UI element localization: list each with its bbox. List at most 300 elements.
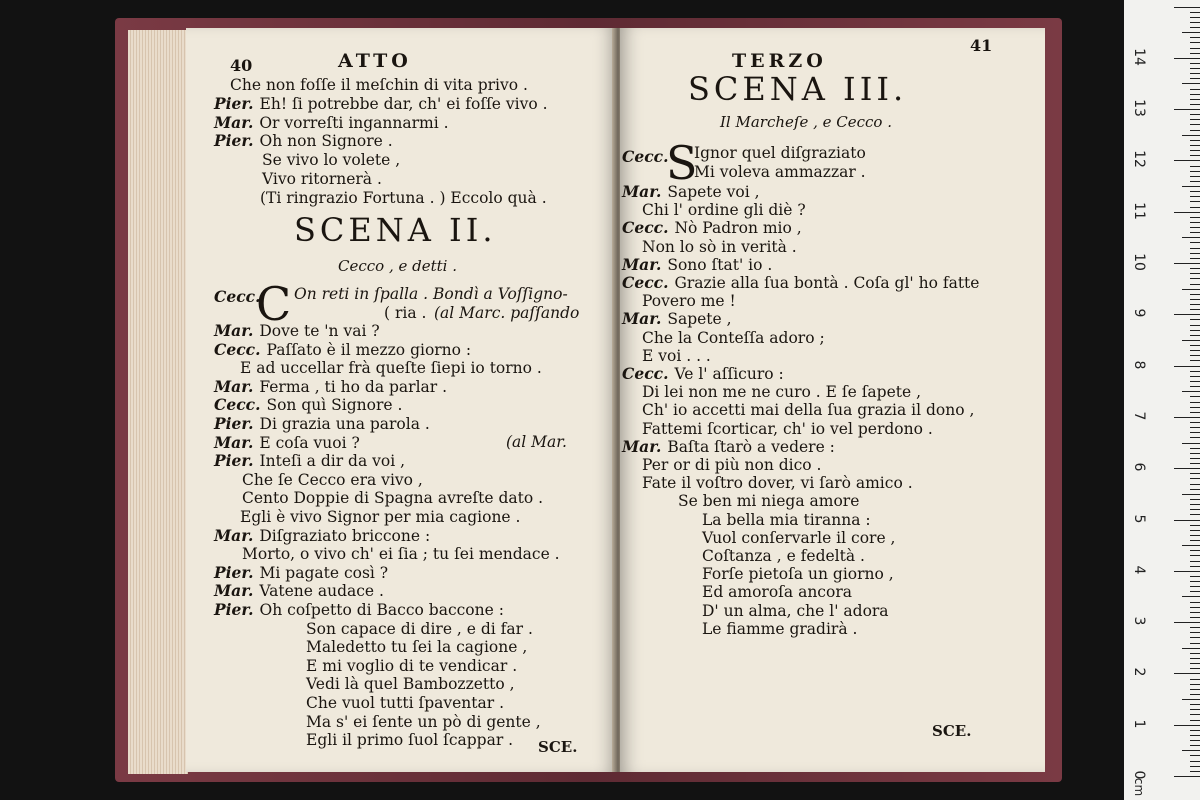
- line-text: Fate il voſtro dover, vi ſarò amico .: [642, 474, 913, 493]
- page-number: 41: [970, 36, 993, 55]
- text-line: [242, 489, 543, 507]
- speaker-label: Mar.: [622, 182, 662, 201]
- first-line-cont: ( ria .: [384, 304, 427, 322]
- scene-characters: Cecco , e detti .: [338, 257, 458, 275]
- ruler-tick: [1190, 499, 1200, 500]
- ruler-tick: [1190, 735, 1200, 736]
- ruler-tick: [1190, 412, 1200, 413]
- speaker-label: Cecc.: [214, 395, 261, 415]
- ruler-tick: [1190, 376, 1200, 377]
- ruler-tick: [1190, 591, 1200, 592]
- line-text: Son capace di dire , e di far .: [306, 619, 533, 638]
- ruler-tick: [1190, 68, 1200, 69]
- first-speaker: Cecc.: [622, 147, 669, 166]
- ruler-tick: [1190, 561, 1200, 562]
- ruler-number: 14: [1131, 47, 1147, 66]
- text-line: [214, 95, 548, 113]
- text-line: [214, 396, 402, 414]
- ruler-tick: [1190, 166, 1200, 167]
- ruler-tick: [1190, 643, 1200, 644]
- ruler-tick: [1190, 104, 1200, 105]
- line-text: Forſe pietoſa un giorno ,: [702, 565, 894, 584]
- ruler-tick: [1174, 160, 1200, 161]
- ruler-tick: [1190, 227, 1200, 228]
- text-line: [702, 511, 871, 529]
- speaker-label: Mar.: [214, 376, 254, 396]
- line-text: (Ti ringrazio Fortuna . ) Eccolo quà .: [260, 188, 547, 207]
- running-head: ATTO: [338, 50, 412, 72]
- ruler-tick: [1190, 602, 1200, 603]
- line-text: Nò Padron mio ,: [674, 219, 802, 238]
- ruler-tick: [1190, 581, 1200, 582]
- ruler-number: 6: [1131, 462, 1147, 472]
- line-text: Cento Doppie di Spagna avreſte dato .: [242, 489, 544, 508]
- text-line: [306, 657, 517, 675]
- speaker-label: Mar.: [214, 581, 254, 601]
- speaker-label: Cecc.: [214, 339, 261, 359]
- ruler-tick: [1190, 453, 1200, 454]
- ruler-tick: [1190, 740, 1200, 741]
- line-text: Se vivo lo volete ,: [262, 151, 401, 170]
- line-text: Che la Conteſſa adoro ;: [642, 328, 825, 347]
- ruler-tick: [1182, 443, 1200, 444]
- ruler-tick: [1174, 673, 1200, 674]
- text-line: [642, 292, 736, 310]
- text-line: [240, 359, 542, 377]
- line-text: Dove te 'n vai ?: [259, 322, 380, 340]
- text-line: [702, 565, 894, 583]
- line-text: Di grazia una parola .: [259, 415, 430, 433]
- line-text: Grazie alla ſua bontà . Coſa gl' ho fatte: [674, 274, 980, 292]
- ruler-tick: [1174, 212, 1200, 213]
- first-speaker: Cecc.: [214, 287, 261, 306]
- line-text: D' un alma, che l' adora: [702, 601, 889, 620]
- text-line: [242, 545, 560, 563]
- speaker-label: Pier.: [214, 451, 254, 471]
- stage-direction: (al Mar.: [506, 433, 567, 451]
- text-line: [642, 329, 825, 347]
- ruler-tick: [1190, 745, 1200, 746]
- ruler-tick: [1190, 489, 1200, 490]
- text-line: [214, 341, 471, 359]
- ruler-tick: [1182, 545, 1200, 546]
- ruler-tick: [1174, 366, 1200, 367]
- ruler-tick: [1190, 130, 1200, 131]
- line-text: Vuol conſervarle il core ,: [702, 528, 896, 547]
- ruler-tick: [1190, 627, 1200, 628]
- ruler-tick: [1190, 473, 1200, 474]
- ruler-tick: [1190, 514, 1200, 515]
- ruler-tick: [1190, 402, 1200, 403]
- ruler-tick: [1174, 58, 1200, 59]
- ruler-tick: [1174, 314, 1200, 315]
- ruler-tick: [1190, 396, 1200, 397]
- ruler-tick: [1190, 586, 1200, 587]
- line-text: Vedi là quel Bambozzetto ,: [306, 675, 515, 694]
- line-text: Eh! ſi potrebbe dar, ch' ei foſſe vivo .: [259, 94, 548, 113]
- ruler-tick: [1190, 253, 1200, 254]
- ruler-tick: [1190, 268, 1200, 269]
- ruler-tick: [1190, 330, 1200, 331]
- line-text: Che ſe Cecco era vivo ,: [242, 470, 423, 489]
- ruler-tick: [1190, 242, 1200, 243]
- speaker-label: Mar.: [214, 112, 254, 132]
- ruler-number: 1: [1131, 719, 1147, 729]
- ruler-tick: [1190, 709, 1200, 710]
- ruler-tick: [1190, 730, 1200, 731]
- ruler-tick: [1174, 468, 1200, 469]
- line-text: Diſgraziato briccone :: [259, 526, 431, 545]
- ruler-tick: [1190, 232, 1200, 233]
- line-text: Ferma , ti ho da parlar .: [259, 377, 448, 396]
- text-line: [230, 76, 528, 94]
- first-line: On reti in ſpalla . Bondì a Voſſigno-: [294, 285, 568, 303]
- line-text: Che vuol tutti ſpaventar .: [306, 694, 504, 712]
- ruler-tick: [1190, 432, 1200, 433]
- ruler-tick: [1190, 196, 1200, 197]
- line-text: Son quì Signore .: [266, 396, 403, 415]
- text-line: [306, 694, 504, 712]
- line-text: Le fiamme gradirà .: [702, 619, 858, 638]
- ruler-tick: [1182, 237, 1200, 238]
- ruler-tick: [1190, 217, 1200, 218]
- line-text: Non lo sò in verità .: [642, 237, 797, 256]
- line-text: Fattemi ſcorticar, ch' io vel perdono .: [642, 419, 933, 438]
- ruler-tick: [1190, 48, 1200, 49]
- page-number: 40: [230, 56, 253, 75]
- ruler-tick: [1190, 530, 1200, 531]
- ruler-tick: [1190, 437, 1200, 438]
- ruler-tick: [1190, 381, 1200, 382]
- line-text: Or vorreſti ingannarmi .: [259, 113, 449, 132]
- speaker-label: Cecc.: [622, 364, 669, 383]
- speaker-label: Mar.: [214, 321, 254, 340]
- line-text: Se ben mi niega amore: [678, 492, 860, 511]
- ruler-tick: [1190, 668, 1200, 669]
- text-line: [306, 731, 513, 749]
- ruler-tick: [1182, 135, 1200, 136]
- line-text: E voi . . .: [642, 346, 711, 365]
- line-text: Mi pagate così ?: [259, 563, 389, 582]
- ruler-number: 5: [1131, 514, 1147, 523]
- ruler-tick: [1190, 463, 1200, 464]
- line-text: Sono ſtat' io .: [667, 255, 773, 274]
- line-text: Chi l' ordine gli diè ?: [642, 201, 806, 220]
- speaker-label: Mar.: [622, 309, 662, 329]
- stage-direction: (al Marc. paſſando: [434, 304, 580, 322]
- ruler-tick: [1174, 7, 1200, 8]
- line-text: Morto, o vivo ch' ei ſia ; tu ſei mendace .: [242, 545, 560, 564]
- ruler-tick: [1190, 258, 1200, 259]
- ruler-number: 3: [1131, 616, 1147, 626]
- ruler-tick: [1190, 325, 1200, 326]
- ruler-tick: [1190, 755, 1200, 756]
- text-line: [642, 383, 921, 401]
- text-line: [306, 638, 527, 656]
- ruler-tick: [1190, 222, 1200, 223]
- scene-title: SCENA III.: [688, 70, 908, 108]
- ruler-tick: [1190, 176, 1200, 177]
- ruler-tick: [1190, 761, 1200, 762]
- ruler-tick: [1182, 596, 1200, 597]
- text-line: [642, 420, 933, 438]
- speaker-label: Pier.: [214, 600, 254, 619]
- left-page: [186, 28, 616, 772]
- ruler-number: 13: [1131, 99, 1147, 117]
- text-line: [214, 527, 430, 545]
- ruler-tick: [1190, 150, 1200, 151]
- line-text: Per or di più non dico .: [642, 456, 822, 474]
- text-line: [642, 401, 974, 419]
- ruler-tick: [1190, 299, 1200, 300]
- ruler-tick: [1174, 571, 1200, 572]
- line-text: La bella mia tiranna :: [702, 510, 871, 529]
- ruler-tick: [1190, 355, 1200, 356]
- ruler-tick: [1190, 22, 1200, 23]
- text-line: [702, 620, 857, 638]
- scene-characters: Il Marcheſe , e Cecco .: [720, 113, 893, 131]
- ruler-tick: [1190, 171, 1200, 172]
- ruler-tick: [1174, 622, 1200, 623]
- ruler-tick: [1190, 478, 1200, 479]
- ruler-tick: [1190, 304, 1200, 305]
- drop-cap: C: [256, 277, 292, 331]
- text-line: [622, 183, 760, 201]
- ruler-tick: [1190, 201, 1200, 202]
- ruler-tick: [1190, 371, 1200, 372]
- ruler-tick: [1190, 612, 1200, 613]
- ruler-tick: [1190, 525, 1200, 526]
- ruler-tick: [1174, 725, 1200, 726]
- line-text: Sapete voi ,: [667, 183, 760, 201]
- ruler-tick: [1182, 391, 1200, 392]
- ruler-tick: [1190, 720, 1200, 721]
- line-text: Baſta ſtarò a vedere :: [667, 437, 835, 456]
- line-text: Ve l' aſſicuro :: [674, 365, 784, 383]
- ruler-tick: [1190, 191, 1200, 192]
- ruler-tick: [1190, 63, 1200, 64]
- text-line: [622, 219, 802, 237]
- line-text: Ch' io accetti mai della ſua grazia il dono ,: [642, 401, 975, 420]
- line-text: Egli il primo ſuol ſcappar .: [306, 731, 514, 750]
- ruler-tick: [1190, 360, 1200, 361]
- ruler-tick: [1190, 335, 1200, 336]
- ruler-tick: [1190, 617, 1200, 618]
- line-text: Oh non Signore .: [259, 132, 393, 151]
- ruler-tick: [1190, 350, 1200, 351]
- ruler-tick: [1182, 648, 1200, 649]
- ruler-tick: [1182, 699, 1200, 700]
- line-text: E mi voglio di te vendicar .: [306, 656, 518, 675]
- text-line: [260, 189, 547, 207]
- ruler-tick: [1190, 766, 1200, 767]
- ruler-tick: [1190, 566, 1200, 567]
- ruler-number: 0: [1131, 770, 1147, 780]
- text-line: [214, 378, 447, 396]
- ruler-tick: [1190, 140, 1200, 141]
- ruler-tick: [1190, 319, 1200, 320]
- line-text: Sapete ,: [667, 310, 732, 329]
- line-text: Ma s' ei ſente un pò di gente ,: [306, 712, 541, 731]
- ruler-number: 4: [1131, 565, 1147, 575]
- ruler-tick: [1190, 550, 1200, 551]
- first-line: Ignor quel diſgraziato: [694, 144, 866, 162]
- text-line: [622, 256, 772, 274]
- running-head: TERZO: [732, 50, 827, 72]
- ruler-tick: [1190, 504, 1200, 505]
- ruler-unit: cm: [1132, 777, 1147, 797]
- ruler-number: 10: [1131, 253, 1147, 271]
- ruler-tick: [1190, 509, 1200, 510]
- ruler-tick: [1190, 345, 1200, 346]
- ruler-tick: [1190, 89, 1200, 90]
- text-line: [306, 713, 541, 731]
- ruler-tick: [1182, 289, 1200, 290]
- speaker-label: Pier.: [214, 131, 254, 151]
- measuring-ruler: [1124, 0, 1200, 800]
- line-text: Inteſi a dir da voi ,: [259, 452, 406, 471]
- line-text: Oh coſpetto di Bacco baccone :: [259, 601, 504, 619]
- ruler-number: 12: [1131, 150, 1147, 169]
- ruler-tick: [1190, 684, 1200, 685]
- ruler-tick: [1190, 714, 1200, 715]
- ruler-tick: [1190, 658, 1200, 659]
- line-text: Che non foſſe il meſchin di vita privo .: [230, 76, 528, 94]
- ruler-tick: [1190, 407, 1200, 408]
- text-line: [214, 434, 360, 452]
- ruler-tick: [1190, 294, 1200, 295]
- ruler-tick: [1190, 78, 1200, 79]
- line-text: E ad uccellar frà queſte ſiepi io torno .: [240, 359, 542, 378]
- text-line: [306, 620, 533, 638]
- line-text: Vatene audace .: [259, 582, 384, 601]
- text-line: [702, 583, 852, 601]
- text-line: [214, 452, 405, 470]
- text-line: [214, 582, 384, 600]
- ruler-number: 11: [1131, 201, 1147, 220]
- ruler-tick: [1190, 17, 1200, 18]
- catchword: SCE.: [932, 722, 972, 740]
- ruler-tick: [1182, 494, 1200, 495]
- text-line: [702, 529, 895, 547]
- ruler-tick: [1190, 535, 1200, 536]
- ruler-tick: [1190, 99, 1200, 100]
- ruler-tick: [1190, 448, 1200, 449]
- drop-cap: S: [666, 136, 698, 190]
- speaker-label: Pier.: [214, 414, 254, 433]
- ruler-tick: [1190, 73, 1200, 74]
- text-line: [702, 602, 889, 620]
- text-line: [642, 347, 711, 365]
- ruler-number: 8: [1131, 360, 1147, 370]
- text-line: [702, 547, 865, 565]
- text-line: [214, 564, 388, 582]
- ruler-tick: [1190, 94, 1200, 95]
- line-text: Maledetto tu ſei la cagione ,: [306, 638, 528, 657]
- ruler-tick: [1190, 278, 1200, 279]
- ruler-tick: [1190, 53, 1200, 54]
- ruler-tick: [1174, 417, 1200, 418]
- text-line: [214, 415, 430, 433]
- ruler-tick: [1190, 663, 1200, 664]
- ruler-tick: [1190, 771, 1200, 772]
- ruler-tick: [1190, 637, 1200, 638]
- ruler-tick: [1190, 689, 1200, 690]
- ruler-tick: [1190, 704, 1200, 705]
- ruler-tick: [1174, 776, 1200, 777]
- ruler-tick: [1190, 124, 1200, 125]
- ruler-tick: [1182, 32, 1200, 33]
- ruler-tick: [1174, 109, 1200, 110]
- ruler-tick: [1190, 145, 1200, 146]
- ruler-tick: [1190, 607, 1200, 608]
- ruler-number: 2: [1131, 667, 1147, 677]
- text-line: [642, 474, 913, 492]
- text-line: [678, 492, 859, 510]
- ruler-tick: [1190, 12, 1200, 13]
- text-line: [214, 132, 393, 150]
- text-line: [622, 310, 732, 328]
- first-line-cont: Mi voleva ammazzar .: [694, 163, 866, 181]
- speaker-label: Cecc.: [622, 273, 669, 292]
- text-line: [240, 508, 520, 526]
- ruler-tick: [1190, 309, 1200, 310]
- ruler-tick: [1190, 42, 1200, 43]
- line-text: Povero me !: [642, 292, 736, 311]
- ruler-tick: [1182, 750, 1200, 751]
- text-line: [214, 601, 504, 619]
- ruler-tick: [1190, 37, 1200, 38]
- speaker-label: Mar.: [214, 432, 254, 452]
- text-line: [214, 114, 449, 132]
- line-text: Paſſato è il mezzo giorno :: [266, 340, 472, 359]
- line-text: E coſa vuoi ?: [259, 433, 360, 452]
- ruler-tick: [1182, 340, 1200, 341]
- ruler-tick: [1190, 694, 1200, 695]
- speaker-label: Mar.: [622, 254, 662, 274]
- line-text: Ed amoroſa ancora: [702, 583, 852, 602]
- line-text: Coſtanza , e fedeltà .: [702, 547, 865, 565]
- speaker-label: Pier.: [214, 93, 254, 113]
- text-line: [622, 438, 835, 456]
- right-page: [620, 28, 1045, 772]
- ruler-tick: [1190, 284, 1200, 285]
- ruler-tick: [1190, 114, 1200, 115]
- page-edges: [128, 30, 188, 774]
- ruler-tick: [1190, 653, 1200, 654]
- ruler-number: 7: [1131, 411, 1147, 421]
- text-line: [642, 456, 821, 474]
- text-line: [306, 675, 515, 693]
- ruler-tick: [1190, 679, 1200, 680]
- text-line: [642, 201, 806, 219]
- ruler-tick: [1190, 155, 1200, 156]
- ruler-tick: [1190, 207, 1200, 208]
- ruler-tick: [1190, 273, 1200, 274]
- ruler-tick: [1190, 484, 1200, 485]
- text-line: [262, 151, 400, 169]
- ruler-tick: [1190, 427, 1200, 428]
- text-line: [642, 238, 797, 256]
- ruler-tick: [1182, 83, 1200, 84]
- ruler-tick: [1190, 248, 1200, 249]
- speaker-label: Pier.: [214, 562, 254, 582]
- speaker-label: Mar.: [622, 436, 662, 456]
- text-line: [622, 274, 979, 292]
- ruler-number: 9: [1131, 308, 1147, 318]
- ruler-tick: [1190, 386, 1200, 387]
- line-text: Di lei non me ne curo . E ſe ſapete ,: [642, 383, 922, 402]
